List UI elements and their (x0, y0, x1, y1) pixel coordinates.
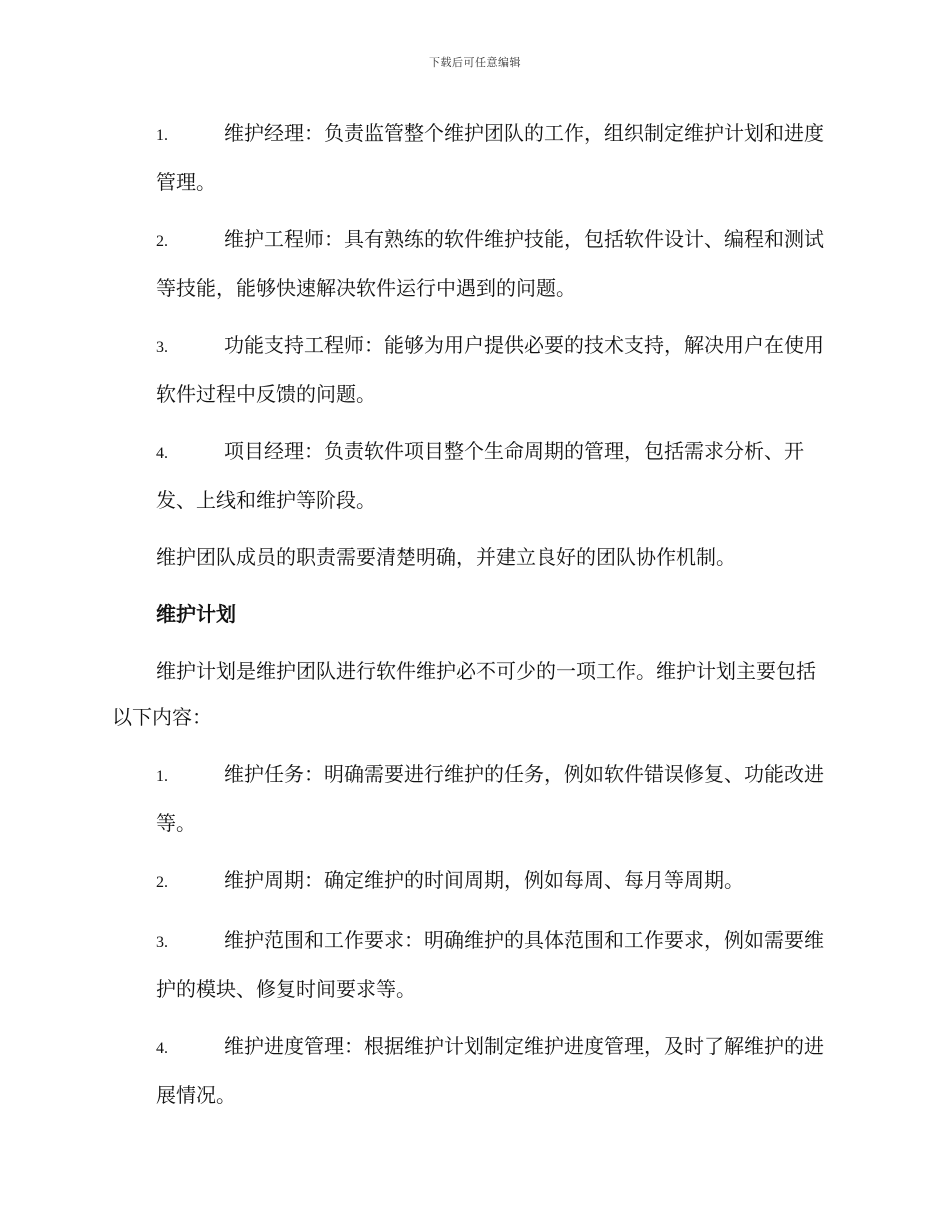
list-item (112, 1023, 832, 1118)
list-text: 维护周期：确定维护的时间周期，例如每周、每月等周期。 (224, 868, 744, 892)
list-item (112, 216, 832, 311)
page-header: 下载后可任意编辑 (429, 56, 521, 69)
list-text: 维护范围和工作要求：明确维护的具体范围和工作要求，例如需要维护的模块、修复时间要求等。 (156, 928, 824, 1001)
list-item (112, 428, 832, 523)
list-item (112, 110, 832, 205)
list-number: 1. (156, 768, 168, 785)
list-number: 4. (156, 445, 168, 462)
list-text: 维护进度管理：根据维护计划制定维护进度管理，及时了解维护的进展情况。 (156, 1034, 824, 1107)
list-item (112, 751, 832, 846)
list-number: 2. (156, 233, 168, 250)
section-heading: 维护计划 (156, 602, 236, 626)
list-number: 4. (156, 1040, 168, 1057)
summary-paragraph: 维护团队成员的职责需要清楚明确，并建立良好的团队协作机制。 (156, 545, 736, 569)
list-text: 功能支持工程师：能够为用户提供必要的技术支持，解决用户在使用软件过程中反馈的问题。 (156, 333, 824, 406)
list-item (112, 322, 832, 417)
list-item (112, 917, 832, 1012)
list-text: 维护任务：明确需要进行维护的任务，例如软件错误修复、功能改进等。 (156, 762, 824, 835)
list-item (112, 857, 832, 906)
intro-paragraph: 维护计划是维护团队进行软件维护必不可少的一项工作。维护计划主要包括以下内容： (112, 659, 816, 729)
list-number: 3. (156, 934, 168, 951)
list-text: 项目经理：负责软件项目整个生命周期的管理，包括需求分析、开发、上线和维护等阶段。 (156, 439, 804, 512)
list-text: 维护工程师：具有熟练的软件维护技能，包括软件设计、编程和测试等技能，能够快速解决软件运行中遇到的问题。 (156, 227, 824, 300)
document-body (112, 110, 832, 1129)
list-text: 维护经理：负责监管整个维护团队的工作，组织制定维护计划和进度管理。 (156, 121, 824, 194)
list-number: 2. (156, 874, 168, 891)
list-number: 1. (156, 127, 168, 144)
list-number: 3. (156, 339, 168, 356)
